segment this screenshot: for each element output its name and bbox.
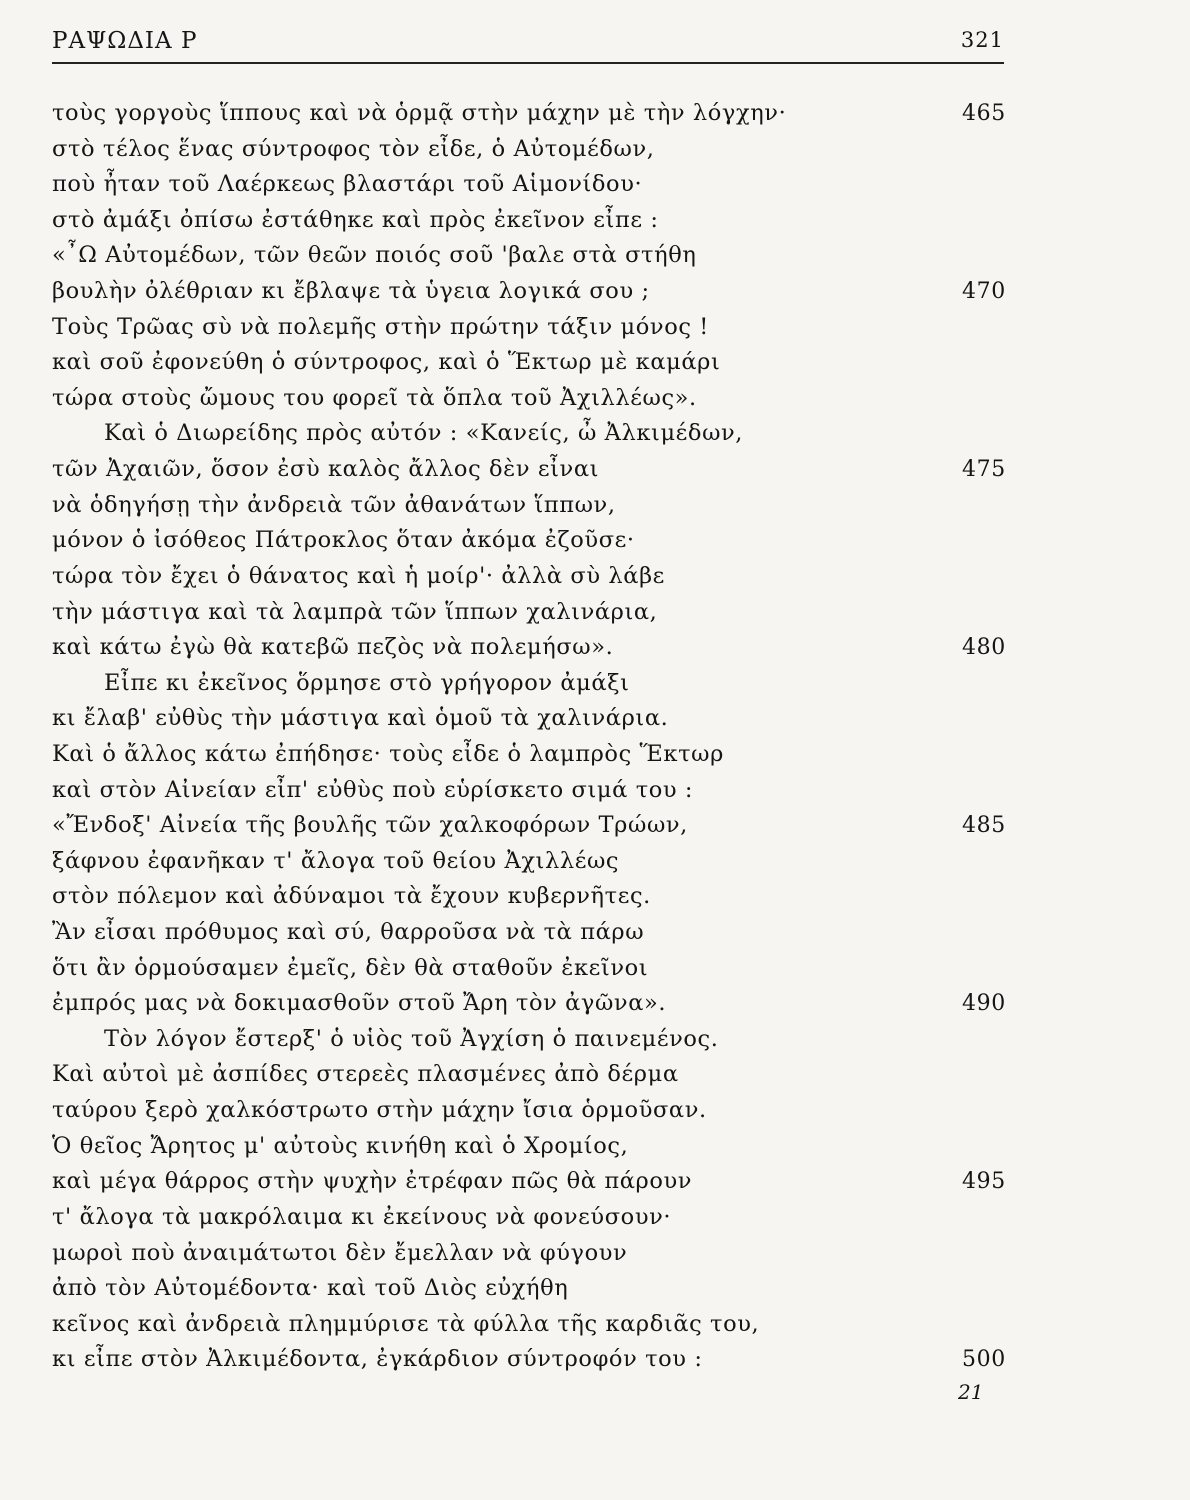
verse-line (0, 274, 1190, 310)
verse-text: κι ἔλαβ' εὐθὺς τὴν μάστιγα καὶ ὁμοῦ τὰ χαλινάρια. (52, 705, 669, 732)
verse-line (0, 879, 1190, 915)
verse-text: Ὁ θεῖος Ἄρητος μ' αὐτοὺς κινήθη καὶ ὁ Χρομίος, (52, 1132, 629, 1159)
verse-text: καὶ μέγα θάρρος στὴν ψυχὴν ἐτρέφαν πῶς θὰ πάρουν (52, 1168, 693, 1195)
verse-line (0, 203, 1190, 239)
line-number: 500 (962, 1347, 1006, 1373)
verse-line (0, 452, 1190, 488)
verse-line (0, 132, 1190, 168)
verse-line (0, 238, 1190, 274)
verse-text: ἀπὸ τὸν Αὐτομέδοντα· καὶ τοῦ Διὸς εὐχήθη (52, 1275, 569, 1302)
verse-line (0, 630, 1190, 666)
verse-line (0, 96, 1190, 132)
verse-text: στὸ ἀμάξι ὀπίσω ἐστάθηκε καὶ πρὸς ἐκεῖνον εἶπε : (52, 206, 659, 233)
chapter-title: ΡΑΨΩΔΙΑ Ρ (52, 28, 198, 54)
line-number: 485 (962, 813, 1006, 839)
verse-text: «Ἔνδοξ' Αἰνεία τῆς βουλῆς τῶν χαλκοφόρων Τρώων, (52, 812, 688, 839)
verse-line (0, 595, 1190, 631)
verse-text: καὶ σοῦ ἐφονεύθη ὁ σύντροφος, καὶ ὁ Ἕκτωρ μὲ καμάρι (52, 349, 721, 376)
verse-line (0, 345, 1190, 381)
verse-text: ἐμπρός μας νὰ δοκιμασθοῦν στοῦ Ἄρη τὸν ἀγῶνα». (52, 990, 667, 1017)
verse-text: Καὶ ὁ ἄλλος κάτω ἐπήδησε· τοὺς εἶδε ὁ λαμπρὸς Ἕκτωρ (52, 740, 724, 767)
verse-line (0, 844, 1190, 880)
verse-line (0, 416, 1190, 452)
verse-text: τοὺς γοργοὺς ἵππους καὶ νὰ ὁρμᾷ στὴν μάχην μὲ τὴν λόγχην· (52, 100, 787, 126)
verse-line (0, 666, 1190, 702)
verse-text: στὸ τέλος ἕνας σύντροφος τὸν εἶδε, ὁ Αὐτομέδων, (52, 135, 655, 162)
verse-text: βουλὴν ὀλέθριαν κι ἔβλαψε τὰ ὑγεια λογικά σου ; (52, 278, 650, 305)
verse-text: τ' ἄλογα τὰ μακρόλαιμα κι ἐκείνους νὰ φονεύσουν· (52, 1203, 672, 1230)
verse-text: μωροὶ ποὺ ἀναιμάτωτοι δὲν ἔμελλαν νὰ φύγουν (52, 1239, 628, 1266)
verse-line (0, 167, 1190, 203)
verse-line (0, 1271, 1190, 1307)
signature-mark: 21 (958, 1380, 984, 1404)
verse-text: Εἶπε κι ἐκεῖνος ὅρμησε στὸ γρήγορον ἀμάξι (104, 669, 630, 696)
verse-text: τώρα τὸν ἔχει ὁ θάνατος καὶ ἡ μοίρ'· ἀλλὰ σὺ λάβε (52, 562, 665, 589)
verse-line (0, 915, 1190, 951)
verse-text: Ἂν εἶσαι πρόθυμος καὶ σύ, θαρροῦσα νὰ τὰ πάρω (52, 919, 645, 946)
line-number: 465 (962, 101, 1006, 126)
verse-line (0, 1057, 1190, 1093)
verse-line (0, 1307, 1190, 1343)
verse-text: ὅτι ἂν ὁρμούσαμεν ἐμεῖς, δὲν θὰ σταθοῦν ἐκεῖνοι (52, 954, 649, 981)
verse-line (0, 559, 1190, 595)
verse-text: στὸν πόλεμον καὶ ἀδύναμοι τὰ ἔχουν κυβερνῆτες. (52, 883, 651, 910)
verse-line (0, 773, 1190, 809)
verse-text: ποὺ ἦταν τοῦ Λαέρκεως βλαστάρι τοῦ Αἱμονίδου· (52, 171, 643, 198)
verse-text: τὴν μάστιγα καὶ τὰ λαμπρὰ τῶν ἵππων χαλινάρια, (52, 598, 658, 625)
page-number: 321 (960, 28, 1004, 52)
verse-line (0, 986, 1190, 1022)
verse-text: ταύρου ξερὸ χαλκόστρωτο στὴν μάχην ἴσια ὁρμοῦσαν. (52, 1097, 707, 1124)
verse-line (0, 1200, 1190, 1236)
verse-line (0, 523, 1190, 559)
line-number: 480 (962, 635, 1006, 661)
verse-text: τῶν Ἀχαιῶν, ὅσον ἐσὺ καλὸς ἄλλος δὲν εἶναι (52, 456, 600, 483)
verse-text: Καὶ ὁ Διωρείδης πρὸς αὐτόν : «Κανείς, ὦ Ἀλκιμέδων, (104, 420, 744, 447)
verse-line (0, 1093, 1190, 1129)
verse-line (0, 701, 1190, 737)
verse-text: κι εἶπε στὸν Ἀλκιμέδοντα, ἐγκάρδιον σύντροφόν του : (52, 1346, 703, 1373)
verse-line (0, 1342, 1190, 1378)
verse-line (0, 951, 1190, 987)
verse-line (0, 488, 1190, 524)
header-rule (52, 62, 1004, 64)
running-header (52, 24, 1004, 60)
verse-text: νὰ ὁδηγήσῃ τὴν ἀνδρειὰ τῶν ἀθανάτων ἵππων, (52, 491, 616, 518)
verse-line (0, 737, 1190, 773)
verse-text: ξάφνου ἐφανῆκαν τ' ἄλογα τοῦ θείου Ἀχιλλέως (52, 847, 620, 874)
verse-line (0, 1164, 1190, 1200)
verse-text: μόνον ὁ ἰσόθεος Πάτροκλος ὅταν ἀκόμα ἐζοῦσε· (52, 527, 635, 554)
verse-lines (0, 96, 1190, 1378)
verse-text: Τὸν λόγον ἔστερξ' ὁ υἱὸς τοῦ Ἀγχίση ὁ παινεμένος. (104, 1025, 719, 1052)
verse-line (0, 381, 1190, 417)
line-number: 495 (962, 1169, 1006, 1195)
line-number: 490 (962, 991, 1006, 1017)
verse-line (0, 310, 1190, 346)
line-number: 470 (962, 279, 1006, 305)
verse-line (0, 1022, 1190, 1058)
verse-text: κεῖνος καὶ ἀνδρειὰ πλημμύρισε τὰ φύλλα τῆς καρδιᾶς του, (52, 1310, 760, 1337)
verse-line (0, 1129, 1190, 1165)
verse-text: καὶ στὸν Αἰνείαν εἶπ' εὐθὺς ποὺ εὑρίσκετο σιμά του : (52, 776, 694, 803)
verse-text: Τοὺς Τρῶας σὺ νὰ πολεμῆς στὴν πρώτην τάξιν μόνος ! (52, 313, 709, 340)
verse-line (0, 808, 1190, 844)
verse-text: «῏Ω Αὐτομέδων, τῶν θεῶν ποιός σοῦ 'βαλε στὰ στήθη (52, 242, 697, 269)
verse-text: Καὶ αὐτοὶ μὲ ἀσπίδες στερεὲς πλασμένες ἀπὸ δέρμα (52, 1061, 679, 1088)
line-number: 475 (962, 457, 1006, 483)
verse-text: καὶ κάτω ἐγὼ θὰ κατεβῶ πεζὸς νὰ πολεμήσω». (52, 634, 614, 661)
verse-line (0, 1236, 1190, 1272)
verse-text: τώρα στοὺς ὤμους του φορεῖ τὰ ὅπλα τοῦ Ἀχιλλέως». (52, 384, 697, 411)
